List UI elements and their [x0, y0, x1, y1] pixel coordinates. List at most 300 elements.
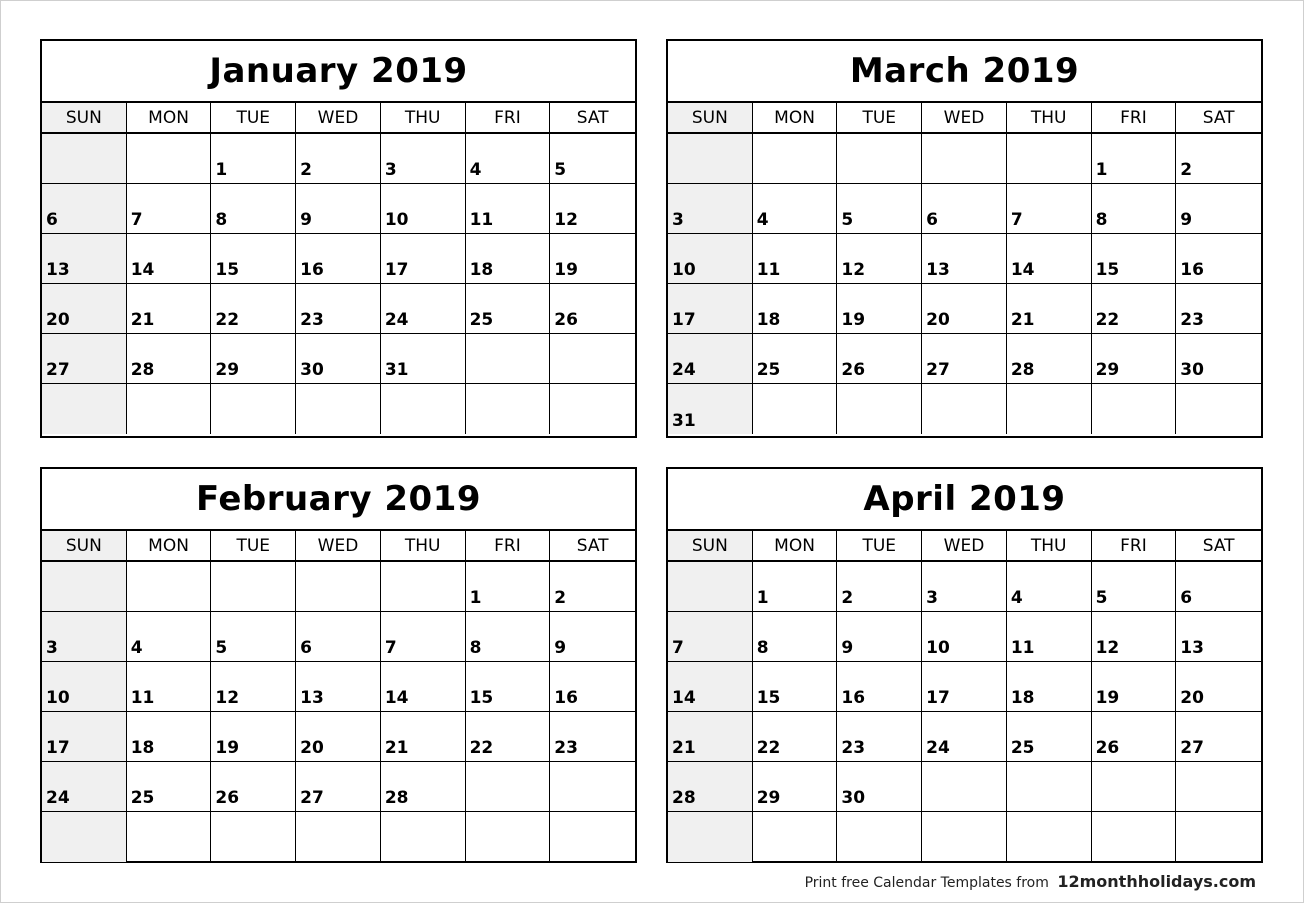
day-number: 13 [1180, 638, 1204, 658]
day-cell [550, 562, 635, 612]
weekday-header: MON [127, 103, 212, 134]
day-cell [42, 184, 127, 234]
day-number: 23 [300, 310, 324, 330]
day-cell [1007, 762, 1092, 812]
day-cell [550, 384, 635, 434]
day-cell [211, 662, 296, 712]
day-cell [127, 812, 212, 862]
day-cell [922, 562, 1007, 612]
day-number: 31 [384, 360, 409, 380]
day-number: 18 [130, 738, 155, 758]
day-number: 26 [554, 310, 578, 330]
day-cell [1092, 334, 1177, 384]
day-cell [1092, 762, 1177, 812]
weekday-header: TUE [837, 103, 922, 134]
day-number: 27 [46, 360, 70, 380]
day-cell [837, 234, 922, 284]
day-cell [1007, 384, 1092, 434]
day-cell [1176, 562, 1261, 612]
day-number: 18 [469, 260, 494, 280]
day-cell [466, 712, 551, 762]
weekday-header: SUN [668, 531, 753, 562]
month-title: April 2019 [668, 469, 1261, 531]
day-cell [1176, 712, 1261, 762]
day-number: 18 [756, 310, 781, 330]
day-number: 7 [1010, 210, 1023, 230]
day-number: 1 [1095, 160, 1108, 180]
day-cell [127, 284, 212, 334]
weekday-header: SAT [1176, 103, 1261, 134]
day-cell [127, 712, 212, 762]
day-number: 8 [1095, 210, 1108, 230]
day-cell [837, 562, 922, 612]
day-cell [381, 712, 466, 762]
day-cell [668, 384, 753, 434]
month-grid [668, 531, 1261, 862]
day-number: 15 [215, 260, 240, 280]
day-cell [1092, 184, 1177, 234]
day-number: 14 [672, 688, 696, 708]
day-cell [296, 562, 381, 612]
day-cell [668, 712, 753, 762]
day-cell [922, 184, 1007, 234]
day-cell [211, 284, 296, 334]
day-number: 7 [384, 638, 397, 658]
day-cell [466, 234, 551, 284]
weekday-header: FRI [466, 531, 551, 562]
day-cell [922, 134, 1007, 184]
day-cell [42, 562, 127, 612]
day-number: 3 [384, 160, 397, 180]
weekday-header: SAT [550, 531, 635, 562]
day-cell [1176, 762, 1261, 812]
month-grid [668, 103, 1261, 434]
day-cell [1007, 812, 1092, 862]
day-number: 16 [300, 260, 324, 280]
day-number: 10 [384, 210, 409, 230]
weekday-header: THU [381, 531, 466, 562]
day-number: 4 [1010, 588, 1023, 608]
day-cell [211, 334, 296, 384]
month-title: March 2019 [668, 41, 1261, 103]
day-number: 30 [841, 788, 866, 808]
day-cell [1007, 712, 1092, 762]
day-number: 28 [130, 360, 155, 380]
day-number: 9 [554, 638, 567, 658]
day-number: 17 [384, 260, 409, 280]
day-number: 19 [1095, 688, 1120, 708]
day-number: 5 [215, 638, 228, 658]
day-number: 10 [46, 688, 70, 708]
day-number: 22 [756, 738, 781, 758]
day-number: 16 [1180, 260, 1204, 280]
day-cell [922, 612, 1007, 662]
day-number: 14 [1010, 260, 1035, 280]
day-cell [1176, 184, 1261, 234]
weekday-header: WED [922, 103, 1007, 134]
day-number: 2 [300, 160, 312, 180]
day-number: 13 [46, 260, 70, 280]
day-cell [42, 812, 127, 862]
day-number: 24 [926, 738, 950, 758]
day-cell [296, 812, 381, 862]
day-cell [1176, 384, 1261, 434]
day-number: 29 [756, 788, 781, 808]
day-cell [466, 762, 551, 812]
day-number: 3 [926, 588, 938, 608]
day-cell [381, 184, 466, 234]
day-cell [1007, 184, 1092, 234]
weekday-header: SUN [42, 531, 127, 562]
day-cell [211, 612, 296, 662]
day-cell [42, 284, 127, 334]
day-cell [42, 134, 127, 184]
day-cell [1007, 612, 1092, 662]
day-cell [211, 562, 296, 612]
day-cell [550, 184, 635, 234]
day-cell [1007, 234, 1092, 284]
day-cell [1092, 612, 1177, 662]
day-number: 2 [1180, 160, 1193, 180]
day-cell [753, 662, 838, 712]
day-cell [381, 812, 466, 862]
day-number: 20 [300, 738, 324, 758]
day-number: 6 [1180, 588, 1193, 608]
weekday-header: TUE [211, 103, 296, 134]
day-cell [922, 284, 1007, 334]
day-number: 19 [215, 738, 240, 758]
day-cell [668, 334, 753, 384]
day-number: 26 [841, 360, 866, 380]
day-number: 14 [130, 260, 155, 280]
day-cell [42, 662, 127, 712]
day-cell [127, 384, 212, 434]
day-number: 18 [1010, 688, 1035, 708]
day-number: 22 [1095, 310, 1120, 330]
day-number: 4 [130, 638, 143, 658]
day-cell [1092, 662, 1177, 712]
weekday-header: FRI [1092, 531, 1177, 562]
day-cell [922, 662, 1007, 712]
day-cell [296, 334, 381, 384]
day-cell [837, 762, 922, 812]
day-cell [42, 762, 127, 812]
day-number: 19 [554, 260, 578, 280]
day-cell [922, 762, 1007, 812]
day-cell [381, 384, 466, 434]
day-cell [753, 562, 838, 612]
day-cell [753, 384, 838, 434]
day-number: 23 [554, 738, 578, 758]
day-cell [668, 234, 753, 284]
day-number: 4 [469, 160, 482, 180]
day-cell [381, 562, 466, 612]
day-cell [753, 762, 838, 812]
day-cell [753, 234, 838, 284]
day-cell [381, 284, 466, 334]
day-cell [753, 184, 838, 234]
day-number: 17 [46, 738, 70, 758]
day-cell [753, 334, 838, 384]
day-cell [1176, 334, 1261, 384]
weekday-header: FRI [466, 103, 551, 134]
month-grid [42, 531, 635, 862]
day-number: 8 [215, 210, 228, 230]
day-cell [550, 712, 635, 762]
day-number: 5 [554, 160, 567, 180]
day-cell [1176, 612, 1261, 662]
day-cell [550, 234, 635, 284]
day-number: 11 [130, 688, 155, 708]
day-number: 30 [300, 360, 324, 380]
footer-site-link[interactable]: 12monthholidays.com [1057, 872, 1256, 891]
day-cell [466, 662, 551, 712]
weekday-header: MON [753, 103, 838, 134]
day-cell [211, 762, 296, 812]
day-cell [466, 134, 551, 184]
day-cell [922, 384, 1007, 434]
day-cell [127, 184, 212, 234]
day-cell [837, 334, 922, 384]
day-cell [753, 134, 838, 184]
day-cell [550, 134, 635, 184]
day-cell [296, 662, 381, 712]
day-cell [381, 662, 466, 712]
weekday-header: WED [296, 531, 381, 562]
day-number: 27 [1180, 738, 1204, 758]
weekday-header: THU [1007, 531, 1092, 562]
day-cell [381, 234, 466, 284]
day-number: 16 [554, 688, 578, 708]
weekday-header: WED [296, 103, 381, 134]
day-number: 28 [1010, 360, 1035, 380]
day-number: 28 [384, 788, 409, 808]
calendar-march [666, 39, 1263, 438]
day-number: 30 [1180, 360, 1204, 380]
day-number: 3 [672, 210, 684, 230]
day-cell [1007, 334, 1092, 384]
day-cell [381, 134, 466, 184]
day-number: 1 [215, 160, 228, 180]
day-number: 21 [130, 310, 155, 330]
day-number: 11 [1010, 638, 1035, 658]
day-cell [381, 762, 466, 812]
day-cell [296, 712, 381, 762]
day-number: 25 [130, 788, 155, 808]
day-number: 10 [672, 260, 696, 280]
day-number: 20 [46, 310, 70, 330]
month-grid [42, 103, 635, 434]
day-cell [211, 812, 296, 862]
day-cell [668, 134, 753, 184]
day-cell [296, 762, 381, 812]
day-number: 31 [672, 411, 696, 431]
day-number: 21 [384, 738, 409, 758]
weekday-header: SUN [668, 103, 753, 134]
day-number: 17 [926, 688, 950, 708]
calendar-april [666, 467, 1263, 863]
day-cell [837, 612, 922, 662]
day-number: 8 [756, 638, 769, 658]
day-cell [296, 612, 381, 662]
day-number: 1 [756, 588, 769, 608]
day-number: 9 [841, 638, 854, 658]
day-cell [1007, 134, 1092, 184]
day-cell [42, 612, 127, 662]
day-cell [1176, 134, 1261, 184]
day-number: 21 [672, 738, 696, 758]
day-cell [1092, 134, 1177, 184]
day-number: 15 [1095, 260, 1120, 280]
month-title: January 2019 [42, 41, 635, 103]
day-cell [127, 134, 212, 184]
footer-text: Print free Calendar Templates from [804, 875, 1049, 891]
weekday-header: THU [1007, 103, 1092, 134]
day-cell [296, 384, 381, 434]
day-cell [211, 134, 296, 184]
day-number: 4 [756, 210, 769, 230]
weekday-header: FRI [1092, 103, 1177, 134]
day-cell [127, 334, 212, 384]
day-number: 27 [300, 788, 324, 808]
day-number: 6 [46, 210, 58, 230]
month-title: February 2019 [42, 469, 635, 531]
day-number: 20 [926, 310, 950, 330]
day-number: 22 [215, 310, 240, 330]
day-cell [466, 812, 551, 862]
day-cell [550, 284, 635, 334]
day-cell [466, 184, 551, 234]
day-cell [296, 284, 381, 334]
day-cell [1092, 562, 1177, 612]
day-cell [381, 612, 466, 662]
calendar-january [40, 39, 637, 438]
day-cell [1007, 662, 1092, 712]
day-number: 24 [46, 788, 70, 808]
day-number: 1 [469, 588, 482, 608]
weekday-header: WED [922, 531, 1007, 562]
day-cell [127, 662, 212, 712]
weekday-header: TUE [837, 531, 922, 562]
day-number: 12 [554, 210, 578, 230]
weekday-header: SAT [550, 103, 635, 134]
day-cell [837, 284, 922, 334]
day-cell [837, 812, 922, 862]
day-cell [296, 234, 381, 284]
day-number: 15 [756, 688, 781, 708]
day-number: 13 [300, 688, 324, 708]
day-number: 7 [672, 638, 684, 658]
day-cell [922, 812, 1007, 862]
day-cell [466, 334, 551, 384]
day-number: 21 [1010, 310, 1035, 330]
day-number: 9 [300, 210, 312, 230]
day-cell [1092, 812, 1177, 862]
day-number: 12 [841, 260, 866, 280]
day-cell [837, 184, 922, 234]
day-cell [922, 334, 1007, 384]
day-number: 3 [46, 638, 58, 658]
day-number: 9 [1180, 210, 1193, 230]
day-cell [668, 612, 753, 662]
day-cell [753, 612, 838, 662]
day-cell [550, 334, 635, 384]
day-cell [837, 384, 922, 434]
day-number: 5 [1095, 588, 1108, 608]
day-cell [668, 762, 753, 812]
day-number: 23 [841, 738, 866, 758]
weekday-header: MON [753, 531, 838, 562]
day-cell [550, 762, 635, 812]
day-cell [381, 334, 466, 384]
day-number: 26 [1095, 738, 1120, 758]
day-number: 11 [756, 260, 781, 280]
day-cell [211, 384, 296, 434]
day-cell [127, 612, 212, 662]
day-number: 15 [469, 688, 494, 708]
day-number: 10 [926, 638, 950, 658]
day-number: 24 [384, 310, 409, 330]
day-cell [753, 712, 838, 762]
day-cell [211, 184, 296, 234]
day-number: 6 [300, 638, 312, 658]
day-cell [296, 134, 381, 184]
day-number: 25 [756, 360, 781, 380]
day-cell [211, 712, 296, 762]
weekday-header: SUN [42, 103, 127, 134]
day-cell [837, 134, 922, 184]
day-cell [466, 284, 551, 334]
day-cell [466, 384, 551, 434]
weekday-header: TUE [211, 531, 296, 562]
day-number: 29 [1095, 360, 1120, 380]
day-cell [1092, 712, 1177, 762]
day-number: 24 [672, 360, 696, 380]
day-cell [1176, 662, 1261, 712]
day-cell [837, 712, 922, 762]
day-number: 13 [926, 260, 950, 280]
day-cell [1176, 284, 1261, 334]
day-cell [753, 284, 838, 334]
calendar-february [40, 467, 637, 863]
day-cell [922, 712, 1007, 762]
day-number: 17 [672, 310, 696, 330]
day-number: 6 [926, 210, 938, 230]
day-cell [1007, 284, 1092, 334]
day-number: 12 [215, 688, 240, 708]
day-cell [127, 762, 212, 812]
day-cell [42, 234, 127, 284]
day-cell [1092, 284, 1177, 334]
day-cell [42, 712, 127, 762]
weekday-header: MON [127, 531, 212, 562]
day-cell [127, 234, 212, 284]
day-cell [922, 234, 1007, 284]
day-cell [550, 812, 635, 862]
day-cell [668, 284, 753, 334]
day-cell [668, 662, 753, 712]
day-number: 11 [469, 210, 494, 230]
day-number: 8 [469, 638, 482, 658]
day-cell [211, 234, 296, 284]
day-cell [550, 612, 635, 662]
day-cell [1176, 812, 1261, 862]
day-number: 25 [469, 310, 494, 330]
day-number: 16 [841, 688, 866, 708]
day-cell [1007, 562, 1092, 612]
weekday-header: SAT [1176, 531, 1261, 562]
day-number: 12 [1095, 638, 1120, 658]
